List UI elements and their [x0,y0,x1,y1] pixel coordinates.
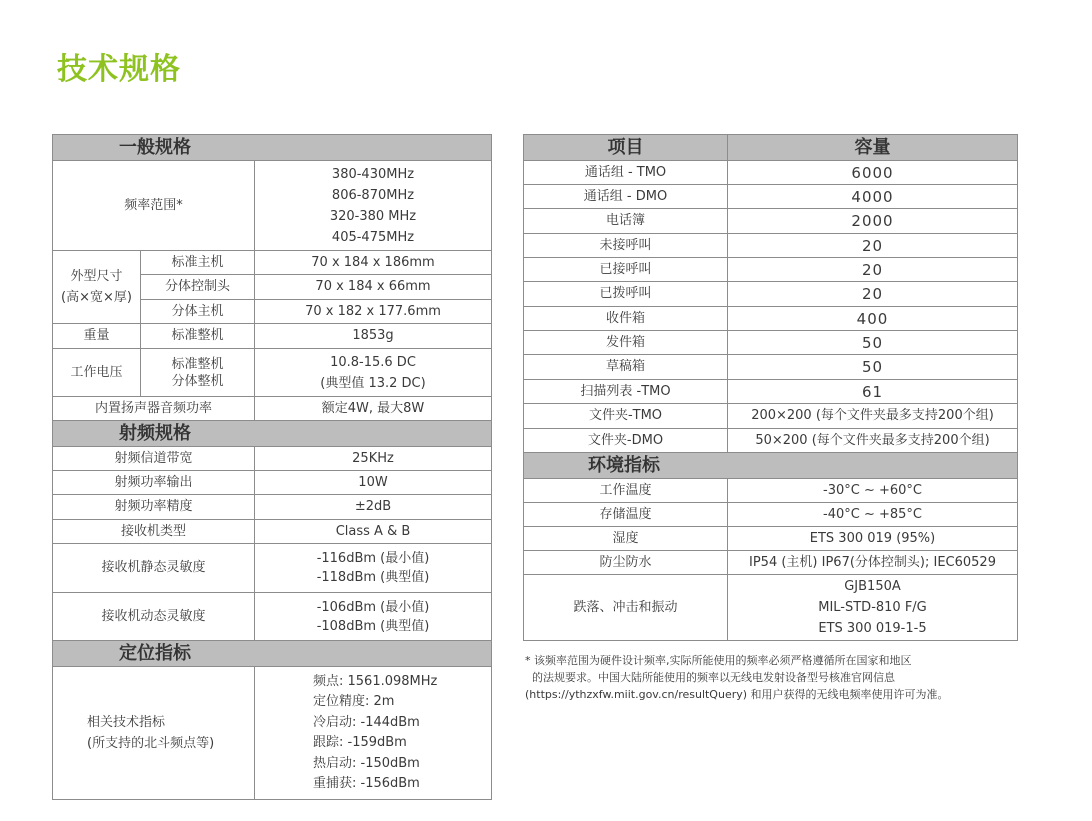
capacity-item: 已拨呼叫 [524,282,728,307]
shock-value: GJB150A [844,579,901,594]
shock-value: ETS 300 019-1-5 [818,621,927,636]
capacity-value: 50 [728,355,1018,380]
positioning-value: 冷启动: -144dBm [313,714,420,730]
capacity-item: 收件箱 [524,307,728,331]
voltage-label: 工作电压 [53,349,141,397]
freq-value: 380-430MHz [331,166,415,182]
sensitivity-value: -108dBm (典型值) [316,618,430,634]
capacity-item: 扫描列表 -TMO [524,380,728,404]
general-spec-table [52,134,492,800]
dynamic-sensitivity-label: 接收机动态灵敏度 [53,593,255,641]
shock-label: 跌落、冲击和振动 [524,575,728,641]
rf-label: 接收机类型 [53,520,255,544]
positioning-values [255,667,492,800]
sensitivity-value: -116dBm (最小值) [316,551,430,566]
voltage-sub-label: 分体整机 [171,373,224,389]
capacity-env-table [523,134,1018,641]
footnote-line: (https://ythzxfw.miit.gov.cn/resultQuery) 和用户获得的无线电频率使用许可为准。 [525,688,949,701]
column-header-item: 项目 [524,135,728,161]
weight-label: 重量 [53,324,141,349]
positioning-label-line: 相关技术指标 [87,715,166,730]
capacity-value: 61 [728,380,1018,404]
rf-label: 射频功率输出 [53,471,255,495]
dimensions-label-line: 外型尺寸 [70,269,123,284]
section-header-positioning: 定位指标 [53,641,492,667]
speaker-label: 内置扬声器音频功率 [53,397,255,421]
voltage-sub-labels [141,349,255,397]
sensitivity-value: -118dBm (典型值) [316,570,430,585]
rf-label: 射频信道带宽 [53,447,255,471]
env-label: 防尘防水 [524,551,728,575]
dim-value: 70 x 184 x 186mm [255,251,492,275]
voltage-values [255,349,492,397]
dim-sub-label: 分体控制头 [141,275,255,300]
footnote [525,652,1045,703]
footnote-line: 的法规要求。中国大陆所能使用的频率以无线电发射设备型号核准官网信息 [532,671,895,684]
dim-sub-label: 分体主机 [141,300,255,324]
freq-value: 405-475MHz [331,229,415,245]
static-sensitivity-label: 接收机静态灵敏度 [53,544,255,593]
folder-item: 文件夹-TMO [524,404,728,429]
freq-value: 320-380 MHz [329,208,417,224]
env-value: -40°C ~ +85°C [728,503,1018,527]
capacity-value: 20 [728,282,1018,307]
capacity-value: 20 [728,258,1018,282]
dynamic-sensitivity-values [255,593,492,641]
shock-value: MIL-STD-810 F/G [818,600,927,615]
dimensions-label [53,251,141,324]
capacity-value: 50 [728,331,1018,355]
positioning-value: 重捕获: -156dBm [313,776,420,791]
column-header-capacity: 容量 [728,135,1018,161]
rf-value: ±2dB [255,495,492,520]
section-header-rf: 射频规格 [53,421,492,447]
dimensions-label-line: (高×宽×厚) [61,290,132,305]
speaker-value: 额定4W, 最大8W [255,397,492,421]
rf-value: 10W [255,471,492,495]
capacity-item: 未接呼叫 [524,234,728,258]
capacity-item: 电话簿 [524,209,728,234]
positioning-label [53,667,255,800]
weight-value: 1853g [255,324,492,349]
folder-value: 200×200 (每个文件夹最多支持200个组) [728,404,1018,429]
freq-range-values [255,161,492,251]
env-label: 湿度 [524,527,728,551]
capacity-item: 草稿箱 [524,355,728,380]
section-header-environment: 环境指标 [524,453,1018,479]
folder-value: 50×200 (每个文件夹最多支持200个组) [728,429,1018,453]
env-label: 工作温度 [524,479,728,503]
weight-sub-label: 标准整机 [141,324,255,349]
positioning-value: 频点: 1561.098MHz [313,673,438,689]
positioning-value: 跟踪: -159dBm [313,735,407,750]
rf-value: 25KHz [255,447,492,471]
rf-value: Class A & B [255,520,492,544]
positioning-value: 热启动: -150dBm [313,755,420,771]
shock-values [728,575,1018,641]
positioning-value: 定位精度: 2m [313,694,395,709]
footnote-line: * 该频率范围为硬件设计频率,实际所能使用的频率必须严格遵循所在国家和地区 [525,654,912,667]
env-value: ETS 300 019 (95%) [728,527,1018,551]
capacity-value: 20 [728,234,1018,258]
capacity-item: 通话组 - DMO [524,185,728,209]
env-value: IP54 (主机) IP67(分体控制头); IEC60529 [728,551,1018,575]
capacity-item: 已接呼叫 [524,258,728,282]
capacity-value: 6000 [728,161,1018,185]
capacity-item: 通话组 - TMO [524,161,728,185]
static-sensitivity-values [255,544,492,593]
capacity-value: 400 [728,307,1018,331]
capacity-item: 发件箱 [524,331,728,355]
section-header-general: 一般规格 [53,135,492,161]
env-value: -30°C ~ +60°C [728,479,1018,503]
freq-range-label: 频率范围* [53,161,255,251]
rf-label: 射频功率精度 [53,495,255,520]
freq-value: 806-870MHz [331,187,415,203]
page-title: 技术规格 [57,52,181,87]
positioning-label-line: (所支持的北斗频点等) [87,736,215,751]
capacity-value: 2000 [728,209,1018,234]
voltage-sub-label: 标准整机 [171,356,224,372]
dim-sub-label: 标准主机 [141,251,255,275]
folder-item: 文件夹-DMO [524,429,728,453]
voltage-value: 10.8-15.6 DC [330,354,416,370]
env-label: 存储温度 [524,503,728,527]
dim-value: 70 x 184 x 66mm [255,275,492,300]
dim-value: 70 x 182 x 177.6mm [255,300,492,324]
voltage-value: (典型值 13.2 DC) [320,375,426,391]
sensitivity-value: -106dBm (最小值) [316,599,430,615]
capacity-value: 4000 [728,185,1018,209]
